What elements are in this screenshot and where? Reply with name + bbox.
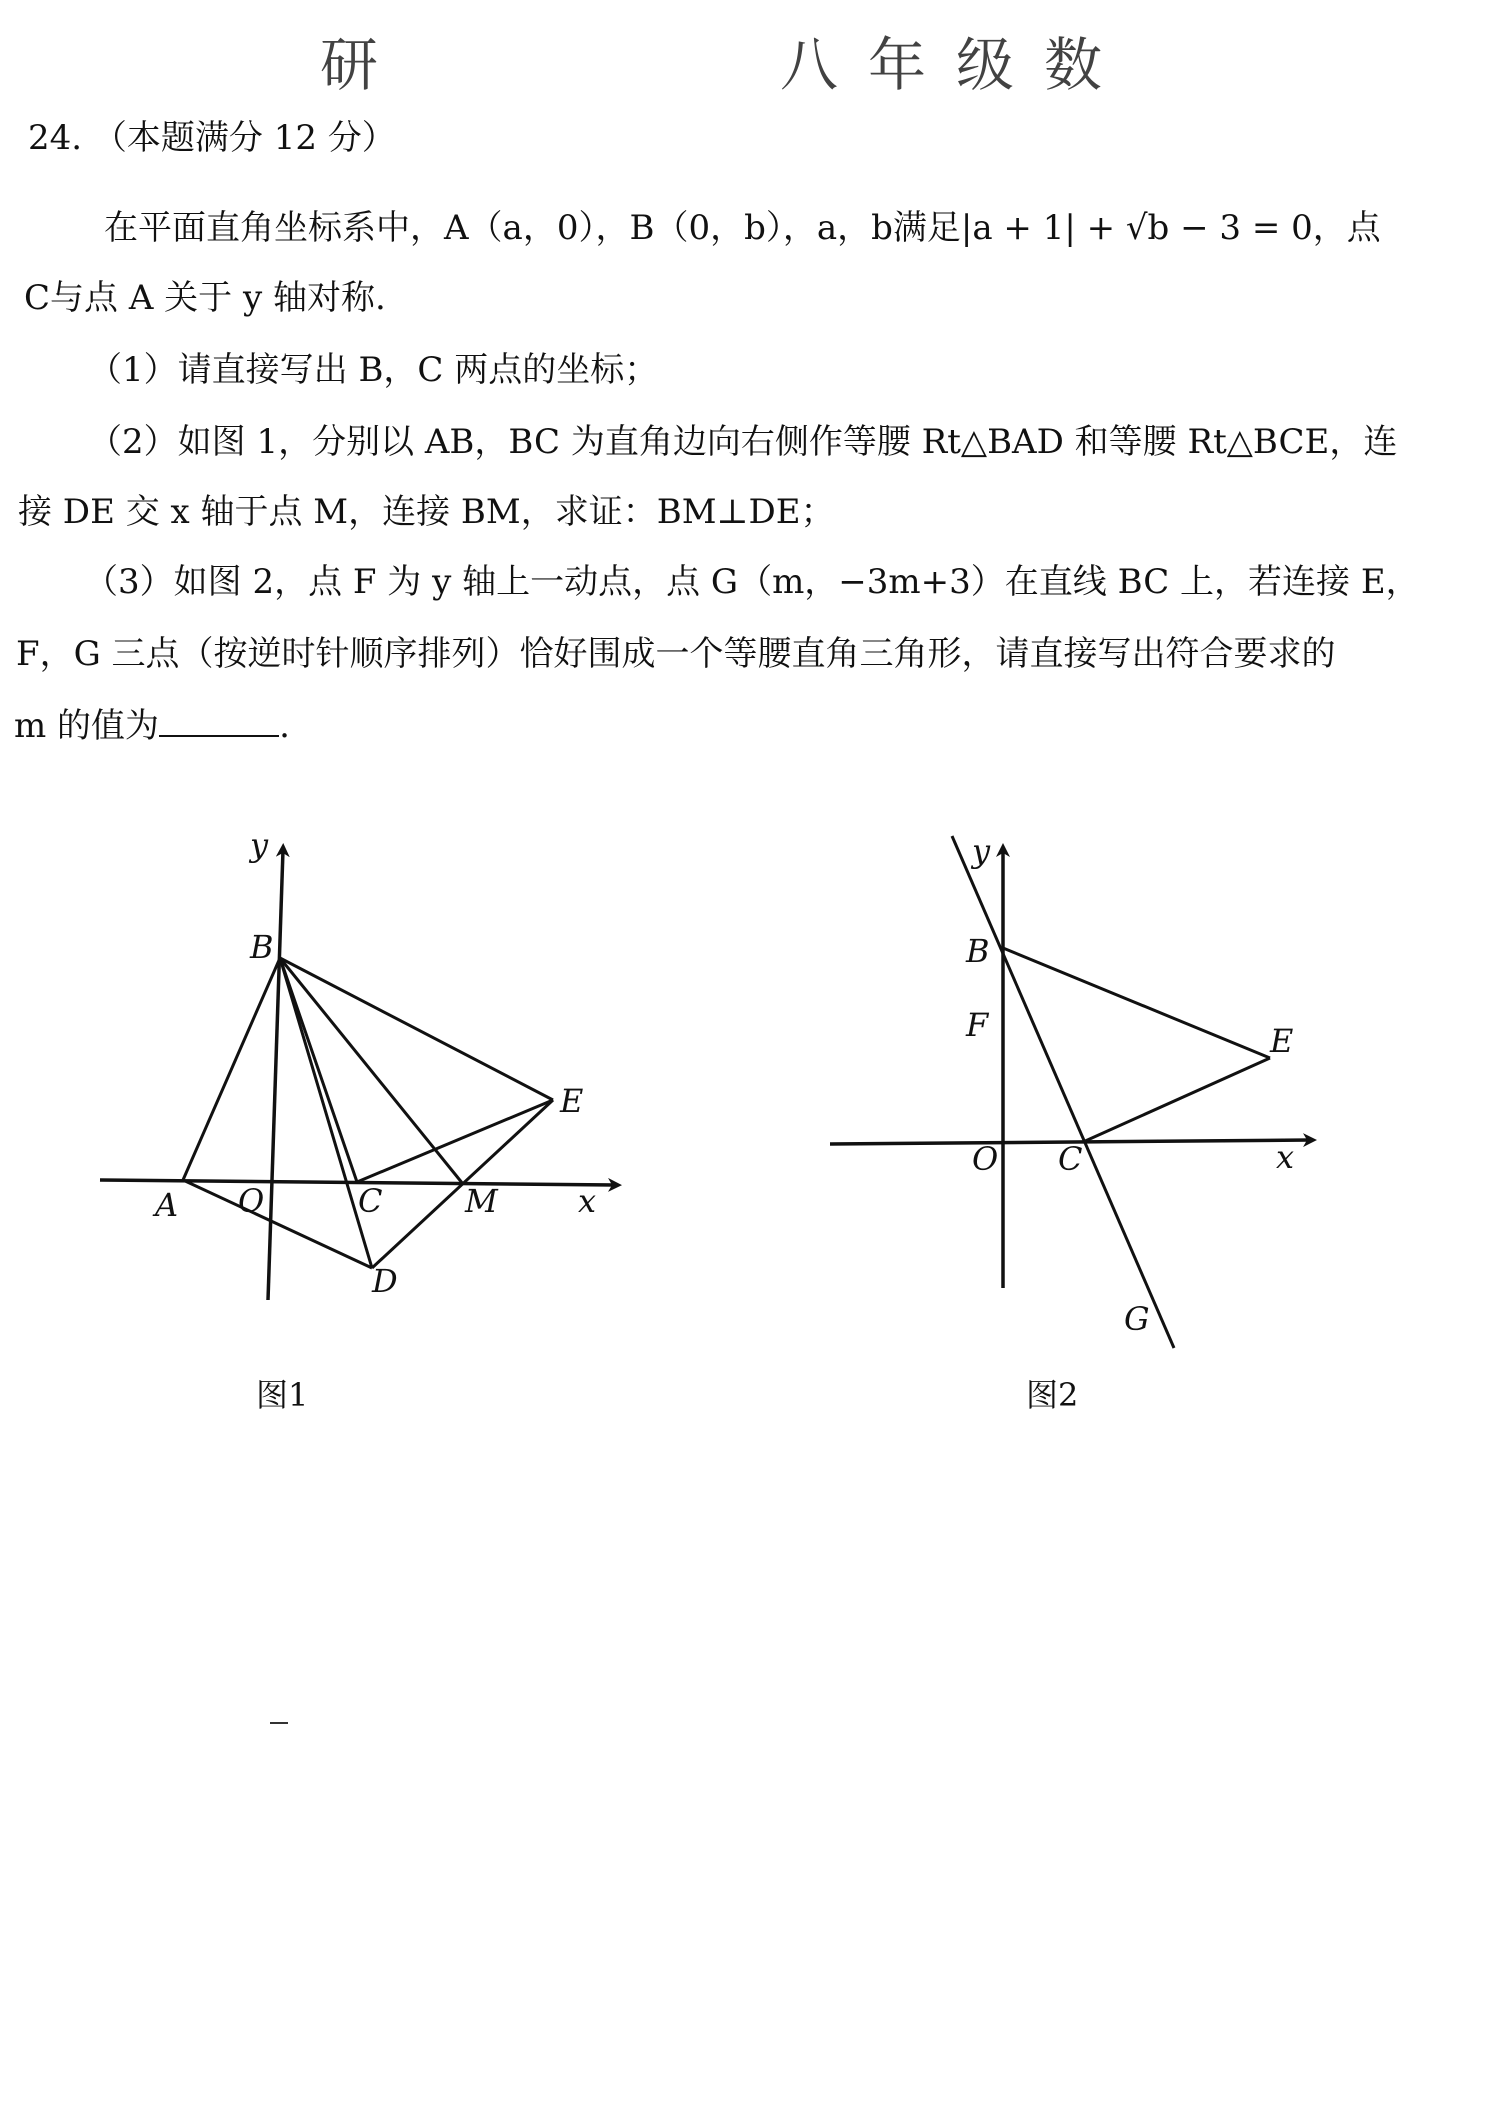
fig2-label-B: B [966,932,990,970]
answer-prompt: m 的值为 [14,706,160,746]
question-score-note: （本题满分 12 分） [92,118,396,158]
fig2-line-BC [952,836,1174,1348]
fig1-label-B: B [250,928,274,966]
fig2-label-C: C [1058,1140,1083,1178]
stray-pen-mark [270,1722,288,1724]
fig2-caption: 图2 [1026,1376,1079,1414]
fig2-label-y: y [972,832,991,870]
fig2-segment-CE [1083,1058,1270,1142]
fig1-caption: 图1 [256,1376,309,1414]
fig1-label-C: C [358,1182,383,1220]
part-2-line-2: 接 DE 交 x 轴于点 M，连接 BM，求证：BM⊥DE； [18,492,835,532]
part-3-line-2: F，G 三点（按逆时针顺序排列）恰好围成一个等腰直角三角形，请直接写出符合要求的 [16,634,1336,674]
figure-2 [830,832,1310,1414]
fig1-label-y: y [250,826,269,864]
fig1-label-D: D [372,1262,398,1300]
header-left-text: 研 [320,31,383,99]
answer-period: . [279,706,290,746]
fig1-label-A: A [155,1186,179,1224]
fig2-label-O: O [972,1140,999,1178]
fig1-segment-BA [183,958,280,1180]
figure-1 [100,826,615,1414]
fig2-label-E: E [1270,1022,1294,1060]
question-number: 24. [28,118,83,158]
fig2-segment-BE [1003,948,1270,1058]
fig1-label-E: E [560,1082,584,1120]
fig2-label-G: G [1124,1300,1150,1338]
part-3-line-1: （3）如图 2，点 F 为 y 轴上一动点，点 G（m，−3m+3）在直线 BC 上，若连接 E， [84,562,1420,602]
fig2-label-F: F [966,1006,989,1044]
fig1-label-x: x [578,1182,597,1220]
fig1-y-axis [268,850,283,1300]
fig1-label-M: M [465,1182,498,1220]
fig2-label-x: x [1276,1138,1295,1176]
fig1-segment-CE [357,1100,553,1182]
part-1-text: （1）请直接写出 B，C 两点的坐标； [88,350,659,390]
intro-line-1: 在平面直角坐标系中，A（a，0），B（0，b），a，b满足|a + 1| + √b − 3 = 0，点 [104,208,1381,248]
fig1-segment-BD [280,958,372,1268]
intro-line-2: C与点 A 关于 y 轴对称. [24,278,386,318]
header-right-text: 八年级数 [780,31,1133,99]
part-2-line-1: （2）如图 1，分别以 AB，BC 为直角边向右侧作等腰 Rt△BAD 和等腰 Rt△BCE，连 [88,422,1398,462]
fig1-label-O: O [238,1182,265,1220]
fig1-segment-AD [183,1180,372,1268]
